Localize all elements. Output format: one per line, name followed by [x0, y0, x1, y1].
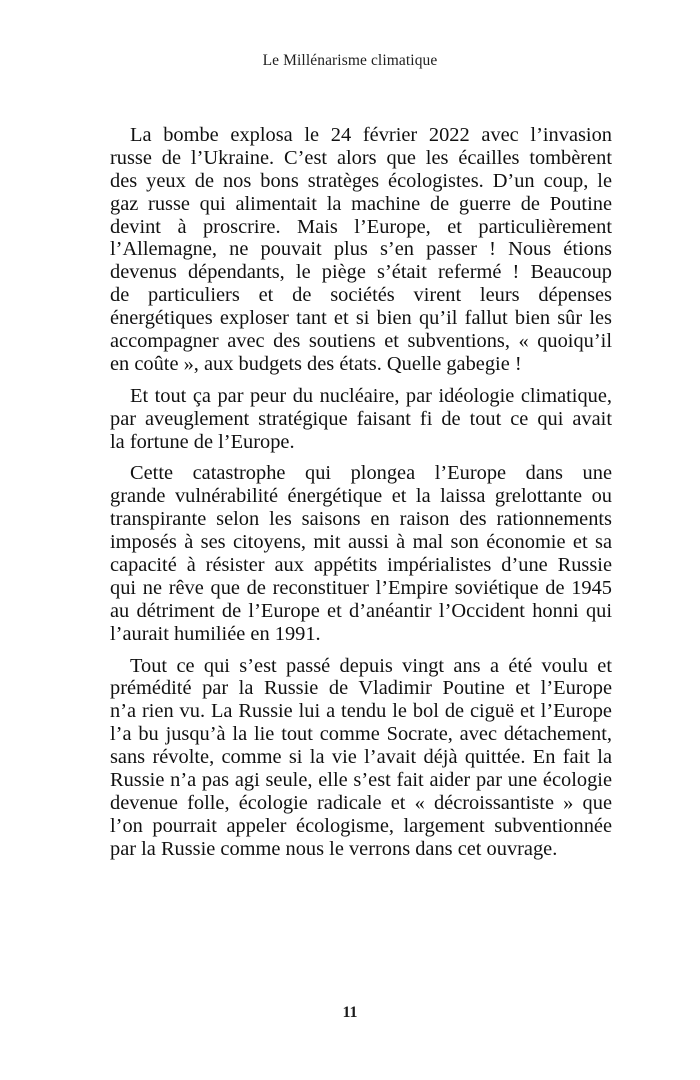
text-line: capacité à résister aux appétits impérialistes d’une Russie: [110, 554, 612, 577]
paragraph-1: [110, 124, 612, 376]
text-line: accompagner avec des soutiens et subventions, « quoiqu’il: [110, 330, 612, 353]
text-line: russe de l’Ukraine. C’est alors que les écailles tombèrent: [110, 146, 612, 169]
text-line: au détriment de l’Europe et d’anéantir l’Occident honni qui: [110, 599, 612, 622]
text-line: gaz russe qui alimentait la machine de guerre de Poutine: [110, 192, 612, 215]
text-line: sans révolte, comme si la vie l’avait déjà quittée. En fait la: [110, 746, 612, 769]
text-line: imposés à ses citoyens, mit aussi à mal son économie et sa: [110, 531, 612, 554]
text-line: l’aurait humiliée en 1991.: [110, 622, 321, 645]
text-line: la fortune de l’Europe.: [110, 430, 295, 453]
text-line: Et tout ça par peur du nucléaire, par idéologie climatique,: [130, 384, 612, 407]
text-line: La bombe explosa le 24 février 2022 avec l’invasion: [130, 124, 612, 146]
text-line: énergétiques exploser tant et si bien qu’il fallut bien sûr les: [110, 307, 612, 330]
text-line: devint à proscrire. Mais l’Europe, et particulièrement: [110, 215, 612, 238]
text-line: des yeux de nos bons stratèges écologistes. D’un coup, le: [110, 169, 612, 192]
text-line: par aveuglement stratégique faisant fi de tout ce qui avait: [110, 407, 612, 430]
paragraph-3: [110, 462, 612, 645]
paragraph-4: [110, 655, 612, 861]
text-line: devenus dépendants, le piège s’était refermé ! Beaucoup: [110, 261, 612, 284]
text-line: Tout ce qui s’est passé depuis vingt ans a été voulu et: [130, 654, 612, 677]
text-line: grande vulnérabilité énergétique et la laissa grelottante ou: [110, 485, 612, 508]
text-line: en coûte », aux budgets des états. Quelle gabegie !: [110, 352, 522, 375]
page-number: 11: [342, 1004, 358, 1021]
text-line: de particuliers et de sociétés virent leurs dépenses: [110, 284, 612, 307]
text-line: l’a bu jusqu’à la lie tout comme Socrate, avec détachement,: [110, 723, 612, 746]
text-line: transpirante selon les saisons en raison des rationnements: [110, 508, 612, 531]
paragraph-2: [110, 385, 612, 454]
text-line: Cette catastrophe qui plongea l’Europe dans une: [130, 462, 612, 485]
body-text: [110, 124, 612, 870]
text-line: qui ne rêve que de reconstituer l’Empire soviétique de 1945: [110, 576, 612, 599]
text-line: n’a rien vu. La Russie lui a tendu le bol de ciguë et l’Europe: [110, 700, 612, 723]
text-line: Russie n’a pas agi seule, elle s’est fait aider par une écologie: [110, 769, 612, 792]
running-header: Le Millénarisme climatique: [262, 52, 438, 69]
text-line: l’on pourrait appeler écologisme, largement subventionnée: [110, 814, 612, 837]
text-line: devenue folle, écologie radicale et « décroissantiste » que: [110, 791, 612, 814]
text-line: prémédité par la Russie de Vladimir Poutine et l’Europe: [110, 677, 612, 700]
text-line: par la Russie comme nous le verrons dans cet ouvrage.: [110, 837, 558, 860]
text-line: l’Allemagne, ne pouvait plus s’en passer ! Nous étions: [110, 238, 612, 261]
